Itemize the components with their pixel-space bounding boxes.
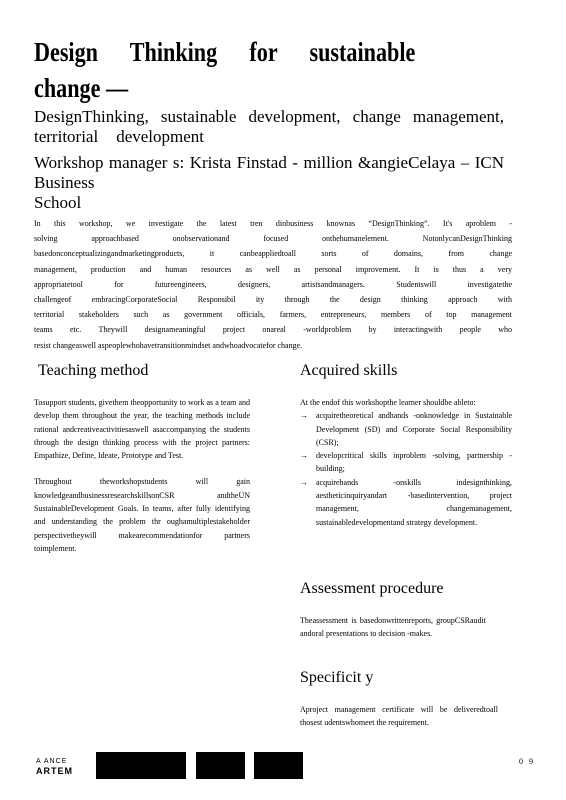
partner-logo-redacted: [96, 752, 186, 779]
keywords-line2: territorial development: [34, 127, 204, 146]
intro-line: solving approachbased onobservationand focused onthehumanelement. NotonlycanDesignThinking: [34, 234, 512, 244]
teaching-method-paragraph: Tosupport students, givethem theopportunity to work as a team and develop them throughout the year, the teaching methods include rational andcreativeactivitiesaswell asaccompanying the students through the design thinking process with the project partners: Empathize, Define, Ideate, Prototype and Test.: [34, 398, 250, 461]
page-number: 0 9: [519, 757, 535, 766]
teaching-method-paragraph: Throughout theworkshopstudents will gain knowledgeandbusinessresearchskillsonCSR andtheUN SustainableDevelopment Goals. In teams, after fully identifying and understanding the problem thr oughamultiplestakeholder perspectivetheywill makearecommendationfor partners toimplement.: [34, 477, 250, 553]
teaching-method-body: [34, 396, 250, 568]
intro-line: territorial stakeholders such as government officials, farmers, entrepreneurs, members of top management: [34, 310, 512, 320]
authors-line1: Workshop manager s: Krista Finstad - million &angieCelaya – ICN: [34, 153, 504, 172]
acquired-skills-body: [300, 396, 512, 529]
specificity-body: Aproject management certificate will be deliveredtoall thosest udentswhomeet the requirement.: [300, 705, 498, 728]
intro-paragraph: [34, 216, 512, 353]
specificity-heading: Specificit y: [300, 669, 374, 686]
partner-logo-redacted: [254, 752, 303, 779]
intro-line: In this workshop, we investigate the latest tren dinbusiness knownas “DesignThinking”. It's aproblem -: [34, 219, 512, 228]
keywords-line1: DesignThinking, sustainable development, change management,: [34, 107, 504, 126]
list-item: → acquirehands -onskills indesignthinking, aestheticinquiryandart -basedintervention, project management, changemanagement, sustainabledevelopmentand strategy development.: [300, 476, 512, 529]
intro-line: basedonconceptualizingandmarketingproducts, it canbeappliedtoall sorts of domains, from change: [34, 249, 512, 259]
intro-line: teams etc. Theywill designameaningful project onareal -worldproblem by interactingwith people who: [34, 325, 512, 335]
partner-logo-redacted: [196, 752, 245, 779]
authors-line2: Business School: [34, 173, 95, 212]
list-item: → acquiretheoretical andhands -onknowledge in Sustainable Development (SD) and Corporate Social Responsibility (CSR);: [300, 409, 512, 449]
intro-line: resist changeaswell aspeoplewhohavetransitionmindset andwhoadvocatefor change.: [34, 340, 303, 350]
acquired-skills-intro: At the endof this workshopthe learner shouldbe ableto:: [300, 398, 476, 407]
footer-logo-line2: ARTEM: [36, 766, 73, 776]
list-item: → developcritical skills inproblem -solving, partnership -building;: [300, 449, 512, 476]
teaching-method-heading: Teaching method: [38, 362, 149, 379]
footer-logo: [36, 757, 73, 777]
assessment-body: Theassessment is basedonwrittenreports, groupCSRaudit andoral presentations to decision -makes.: [300, 616, 486, 639]
intro-line: appropriatetool for futureengineers, designers, artistsandmanagers. Studentswill investigatethe: [34, 279, 512, 289]
assessment-heading: Assessment procedure: [300, 580, 444, 597]
intro-line: challengeof embracingCorporateSocial Responsibil ity through the design thinking approach with: [34, 295, 512, 305]
intro-line: management, production and human resources as well as personal improvement. It is thus a very: [34, 264, 512, 274]
document-title-line1: Design Thinking for sustainable: [34, 37, 416, 67]
acquired-skills-heading: Acquired skills: [300, 362, 398, 379]
document-title-line2: change —: [34, 73, 129, 103]
footer-logo-line1: A ANCE: [36, 758, 68, 765]
acquired-skills-list: [300, 409, 512, 529]
